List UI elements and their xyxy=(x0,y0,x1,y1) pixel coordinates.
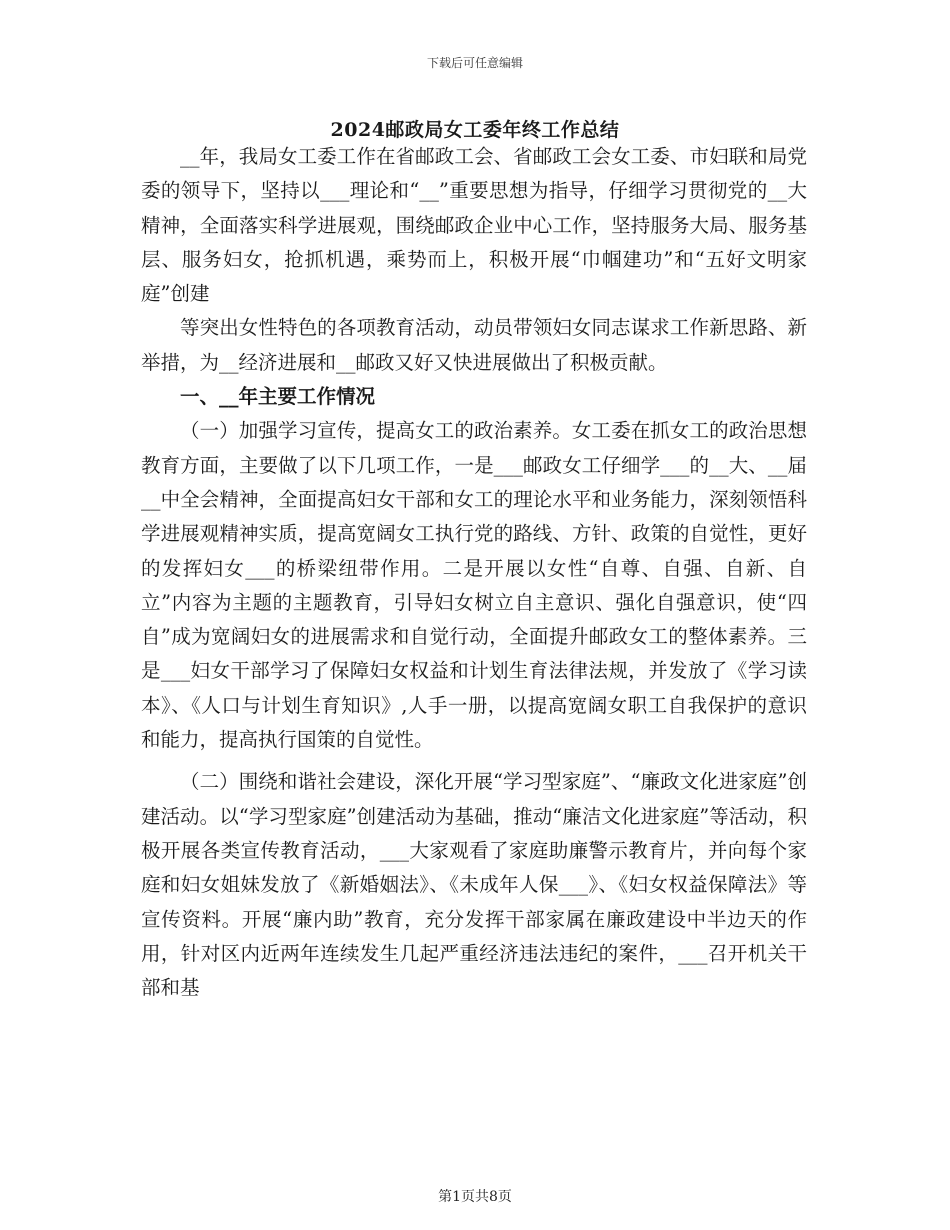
paragraph-section-2: （二）围绕和谐社会建设，深化开展“学习型家庭”、“廉政文化进家庭”创建活动。以“学习型家庭”创建活动为基础，推动“廉洁文化进家庭”等活动，积极开展各类宣传教育活动，___大家观看了家庭助廉警示教育片，并向每个家庭和妇女姐妹发放了《新婚姻法》、《未成年人保___》、《妇女权益保障法》等宣传资料。开展“廉内助”教育，充分发挥干部家属在廉政建设中半边天的作用，针对区内近两年连续发生几起严重经济违法违纪的案件，___召开机关干部和基 xyxy=(141,770,807,1000)
paragraph-intro: __年，我局女工委工作在省邮政工会、省邮政工会女工委、市妇联和局党委的领导下，坚持以___理论和“__”重要思想为指导，仔细学习贯彻党的__大精神，全面落实科学进展观，围绕邮政企业中心工作，坚持服务大局、服务基层、服务妇女，抢抓机遇，乘势而上，积极开展“巾帼建功”和“五好文明家庭”创建 xyxy=(141,145,807,306)
document-title: 2024邮政局女工委年终工作总结 xyxy=(330,119,620,141)
section-heading: 一、__年主要工作情况 xyxy=(180,385,376,409)
paragraph-intro-continued: 等突出女性特色的各项教育活动，动员带领妇女同志谋求工作新思路、新举措，为__经济进展和__邮政又好又快进展做出了积极贡献。 xyxy=(141,316,807,374)
header-note: 下载后可任意编辑 xyxy=(426,56,523,70)
paragraph-section-1: （一）加强学习宣传，提高女工的政治素养。女工委在抓女工的政治思想教育方面，主要做了以下几项工作，一是___邮政女工仔细学___的__大、__届__中全会精神，全面提高妇女干部和女工的理论水平和业务能力，深刻领悟科学进展观精神实质，提高宽阔女工执行党的路线、方针、政策的自觉性，更好的发挥妇女___的桥梁纽带作用。二是开展以女性“自尊、自强、自新、自立”内容为主题的主题教育，引导妇女树立自主意识、强化自强意识，使“四自”成为宽阔妇女的进展需求和自觉行动，全面提升邮政女工的整体素养。三是___妇女干部学习了保障妇女权益和计划生育法律法规，并发放了《学习读本》、《人口与计划生育知识》,人手一册，以提高宽阔女职工自我保护的意识和能力，提高执行国策的自觉性。 xyxy=(141,419,807,752)
page-footer: 第1页共8页 xyxy=(438,1189,512,1205)
document-body xyxy=(141,140,807,1005)
